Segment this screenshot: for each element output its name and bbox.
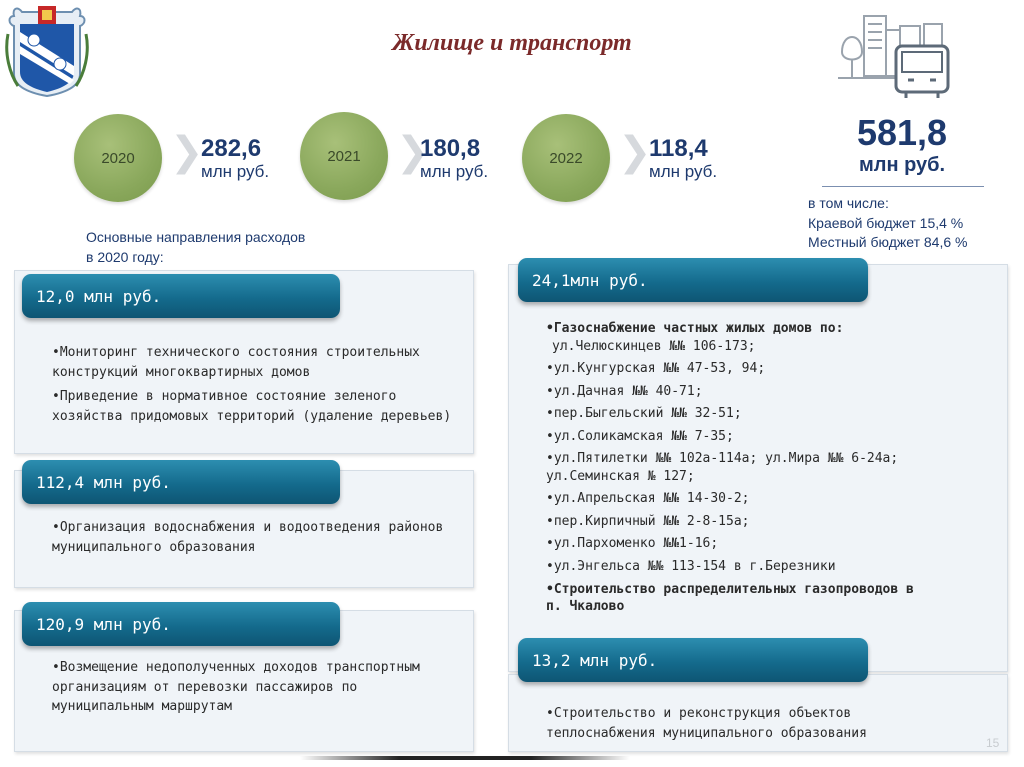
chevron-right-icon: ❯ [396,129,430,175]
expense-list-2 [52,518,452,562]
list-item: •Мониторинг технического состояния строительных конструкций многоквартирных домов [52,345,420,380]
tab-label: 120,9 млн руб. [36,614,171,634]
amount-value: 118,4 [649,135,708,162]
expense-tab-1 [22,274,340,318]
expense-list-5 [546,704,936,748]
list-item: •Организация водоснабжения и водоотведения районов муниципального образования [52,520,444,555]
list-item: •ул.Соликамская №№ 7-35; [546,428,734,444]
list-item: •Строительство распределительных газопроводов в п. Чкалово [546,581,914,615]
local-budget: Местный бюджет 84,6 % [808,234,968,251]
tab-label: 13,2 млн руб. [532,650,658,670]
amount-2022 [649,136,717,182]
chevron-right-icon: ❯ [170,129,204,175]
page-title: Жилище и транспорт [392,30,632,56]
tab-label: 12,0 млн руб. [36,286,162,306]
city-bus-icon [838,10,958,102]
year-badge-2021 [300,112,388,200]
total-amount [822,112,982,177]
page-number: 15 [986,736,1000,750]
expense-list-3 [52,658,452,722]
list-item: •Приведение в нормативное состояние зеленого хозяйства придомовых территорий (удаление деревьев) [52,389,452,424]
list-item: •ул.Апрельская №№ 14-30-2; [546,491,750,507]
expense-tab-4 [518,258,868,302]
year-badge-2022 [522,114,610,202]
list-item: •пер.Кирпичный №№ 2-8-15а; [546,513,750,529]
year-label: 2020 [101,149,135,167]
list-item: ул.Челюскинцев №№ 106-173; [552,338,756,354]
tab-label: 24,1млн руб. [532,270,648,290]
expense-tab-5 [518,638,868,682]
total-unit: млн руб. [858,154,946,176]
amount-value: 180,8 [420,135,481,162]
budget-breakdown [808,194,967,253]
list-item: •ул.Пятилетки №№ 102а-114а; ул.Мира №№ 6-24а; ул.Семинская № 127; [546,451,899,484]
amount-2020 [201,136,269,182]
directions-heading [86,228,305,267]
amount-value: 282,6 [201,135,262,162]
list-item: •Газоснабжение частных жилых домов по: [546,321,844,336]
regional-budget: Краевой бюджет 15,4 % [808,214,964,231]
expense-tab-3 [22,602,340,646]
directions-heading-line2: в 2020 году: [86,248,164,265]
breakdown-label: в том числе: [808,195,889,211]
list-item: •ул.Пархоменко №№1-16; [546,536,719,552]
list-item: •ул.Дачная №№ 40-71; [546,383,703,399]
expense-list-4 [546,320,936,621]
directions-heading-line1: Основные направления расходов [86,229,306,245]
year-label: 2022 [549,149,583,167]
year-badge-2020 [74,114,162,202]
list-item: •пер.Быгельский №№ 32-51; [546,406,742,422]
total-underline [822,186,984,187]
amount-2021 [420,136,488,182]
bottom-accent-line [300,756,630,760]
list-item: •ул.Энгельса №№ 113-154 в г.Березники [546,559,836,575]
list-item: •ул.Кунгурская №№ 47-53, 94; [546,361,766,377]
amount-unit: млн руб. [649,162,718,182]
tab-label: 112,4 млн руб. [36,472,171,492]
list-item: •Строительство и реконструкция объектов теплоснабжения муниципального образования [546,706,867,741]
list-item: •Возмещение недополученных доходов транспортным организациям от перевозки пассажиров по муниципальным маршрутам [52,660,420,714]
chevron-right-icon: ❯ [618,129,652,175]
amount-unit: млн руб. [420,162,489,182]
year-label: 2021 [327,147,361,165]
total-value: 581,8 [856,112,948,153]
expense-tab-2 [22,460,340,504]
amount-unit: млн руб. [201,162,270,182]
expense-list-1 [52,343,452,431]
